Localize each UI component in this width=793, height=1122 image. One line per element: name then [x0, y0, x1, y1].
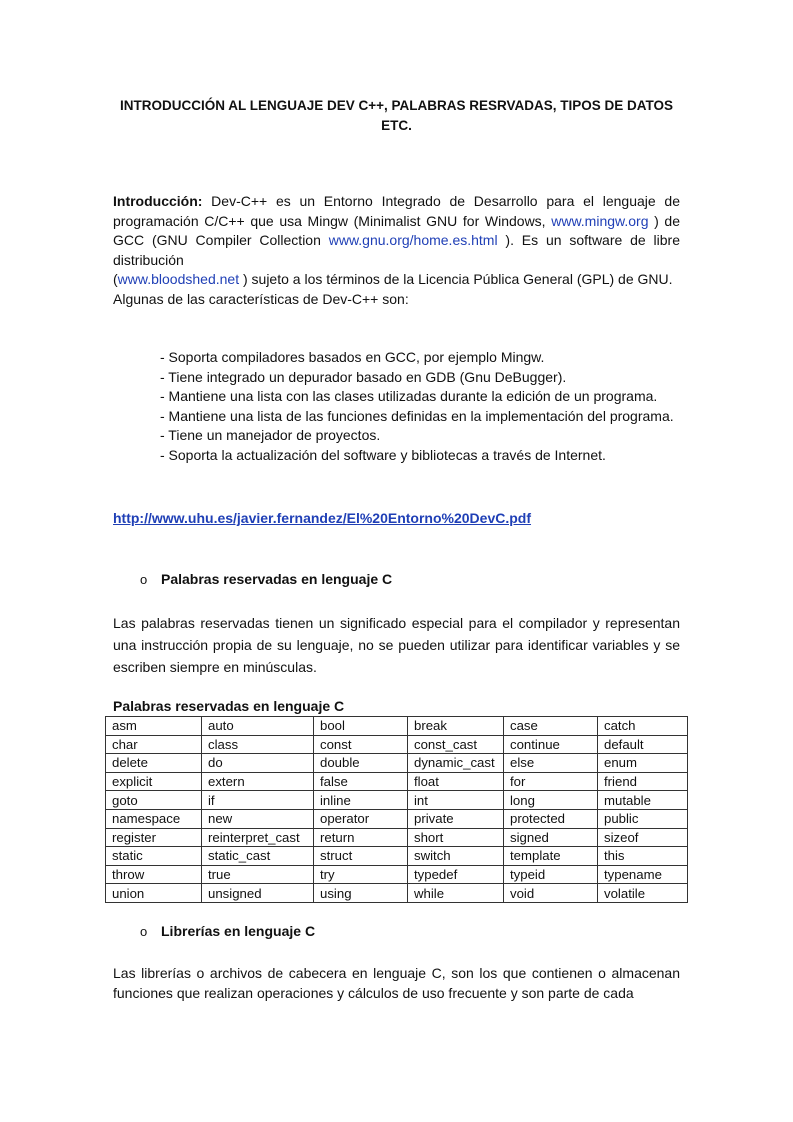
- table-cell: signed: [504, 828, 598, 847]
- table-cell: typedef: [408, 865, 504, 884]
- table-row: [106, 717, 688, 736]
- table-row: [106, 772, 688, 791]
- table-cell: case: [504, 717, 598, 736]
- table-cell: public: [598, 809, 688, 828]
- table-cell: explicit: [106, 772, 202, 791]
- table-cell: catch: [598, 717, 688, 736]
- table-cell: if: [202, 791, 314, 810]
- table-row: [106, 847, 688, 866]
- feature-item: - Mantiene una lista de las funciones definidas en la implementación del programa.: [160, 407, 674, 424]
- table-row: [106, 735, 688, 754]
- feature-item: - Soporta la actualización del software y bibliotecas a través de Internet.: [160, 446, 606, 463]
- intro-section: [113, 192, 680, 310]
- table-cell: mutable: [598, 791, 688, 810]
- table-cell: true: [202, 865, 314, 884]
- table-cell: this: [598, 847, 688, 866]
- table-cell: dynamic_cast: [408, 754, 504, 773]
- table-row: [106, 828, 688, 847]
- table-cell: return: [314, 828, 408, 847]
- table-row: [106, 754, 688, 773]
- table-cell: enum: [598, 754, 688, 773]
- table-row: [106, 884, 688, 903]
- table-cell: int: [408, 791, 504, 810]
- bloodshed-link[interactable]: www.bloodshed.net: [117, 271, 240, 288]
- bullet-icon: o: [140, 924, 148, 939]
- table-cell: new: [202, 809, 314, 828]
- intro-text-1: Dev-C++ es un Entorno Integrado de Desarrollo para el lenguaje de programación C/C++ que usa Mingw (Minimalist GNU for Windows,: [113, 193, 680, 229]
- table-cell: long: [504, 791, 598, 810]
- feature-item: - Mantiene una lista con las clases utilizadas durante la edición de un programa.: [160, 388, 658, 405]
- table-cell: protected: [504, 809, 598, 828]
- reserved-words-paragraph: Las palabras reservadas tienen un significado especial para el compilador y representan una instrucción propia de su lenguaje, no se pueden utilizar para identificar variables y se escriben siempre en minúsculas.: [113, 615, 680, 675]
- table-cell: try: [314, 865, 408, 884]
- table-cell: else: [504, 754, 598, 773]
- table-cell: const_cast: [408, 735, 504, 754]
- table-cell: static: [106, 847, 202, 866]
- table-cell: false: [314, 772, 408, 791]
- table-cell: char: [106, 735, 202, 754]
- table-cell: extern: [202, 772, 314, 791]
- table-row: [106, 865, 688, 884]
- section-heading-text: Librerías en lenguaje C: [161, 923, 316, 939]
- table-row: [106, 809, 688, 828]
- table-title: Palabras reservadas en lenguaje C: [113, 698, 345, 714]
- table-cell: void: [504, 884, 598, 903]
- intro-paragraph: [113, 192, 680, 270]
- document-title: INTRODUCCIÓN AL LENGUAJE DEV C++, PALABRAS RESRVADAS, TIPOS DE DATOS ETC.: [119, 98, 674, 133]
- table-cell: auto: [202, 717, 314, 736]
- table-cell: reinterpret_cast: [202, 828, 314, 847]
- section-heading-libraries: [140, 922, 315, 941]
- table-cell: float: [408, 772, 504, 791]
- table-cell: volatile: [598, 884, 688, 903]
- mingw-link[interactable]: www.mingw.org: [551, 212, 649, 229]
- bullet-icon: o: [140, 572, 148, 587]
- table-cell: default: [598, 735, 688, 754]
- table-cell: union: [106, 884, 202, 903]
- reference-url-link[interactable]: http://www.uhu.es/javier.fernandez/El%20Entorno%20DevC.pdf: [113, 510, 532, 526]
- table-cell: for: [504, 772, 598, 791]
- reserved-words-table: [105, 716, 688, 903]
- table-cell: using: [314, 884, 408, 903]
- table-cell: namespace: [106, 809, 202, 828]
- table-cell: typeid: [504, 865, 598, 884]
- section-heading-reserved-words: [140, 570, 392, 589]
- table-cell: asm: [106, 717, 202, 736]
- intro-paragraph-2: [113, 270, 680, 290]
- table-cell: private: [408, 809, 504, 828]
- intro-text-2: ) de GCC (GNU Compiler Collection: [113, 212, 680, 249]
- table-cell: const: [314, 735, 408, 754]
- feature-item: - Tiene integrado un depurador basado en GDB (Gnu DeBugger).: [160, 368, 567, 385]
- table-cell: switch: [408, 847, 504, 866]
- feature-item: - Soporta compiladores basados en GCC, por ejemplo Mingw.: [160, 349, 545, 365]
- section-heading-text: Palabras reservadas en lenguaje C: [161, 571, 393, 587]
- table-cell: inline: [314, 791, 408, 810]
- intro-label: Introducción:: [113, 193, 203, 209]
- table-cell: sizeof: [598, 828, 688, 847]
- feature-item: - Tiene un manejador de proyectos.: [160, 427, 381, 444]
- intro-text-3: ). Es un software de libre distribución: [113, 232, 680, 268]
- table-cell: friend: [598, 772, 688, 791]
- table-cell: struct: [314, 847, 408, 866]
- table-cell: short: [408, 828, 504, 847]
- table-cell: throw: [106, 865, 202, 884]
- libraries-paragraph: Las librerías o archivos de cabecera en lenguaje C, son los que contienen o almacenan funciones que realizan operaciones y cálculos de uso frecuente y son parte de cada: [113, 965, 680, 1001]
- table-cell: delete: [106, 754, 202, 773]
- table-cell: goto: [106, 791, 202, 810]
- table-cell: class: [202, 735, 314, 754]
- features-list: [160, 348, 680, 466]
- table-row: [106, 791, 688, 810]
- table-cell: continue: [504, 735, 598, 754]
- table-cell: bool: [314, 717, 408, 736]
- table-cell: static_cast: [202, 847, 314, 866]
- intro-paren: (: [113, 271, 118, 288]
- features-intro: Algunas de las características de Dev-C++ son:: [113, 290, 409, 307]
- table-cell: typename: [598, 865, 688, 884]
- intro-text-4: ) sujeto a los términos de la Licencia Pública General (GPL) de GNU.: [239, 271, 673, 288]
- table-cell: break: [408, 717, 504, 736]
- table-cell: do: [202, 754, 314, 773]
- table-cell: register: [106, 828, 202, 847]
- table-cell: while: [408, 884, 504, 903]
- table-cell: template: [504, 847, 598, 866]
- gnu-link[interactable]: www.gnu.org/home.es.html: [328, 232, 498, 249]
- table-cell: unsigned: [202, 884, 314, 903]
- table-cell: double: [314, 754, 408, 773]
- table-cell: operator: [314, 809, 408, 828]
